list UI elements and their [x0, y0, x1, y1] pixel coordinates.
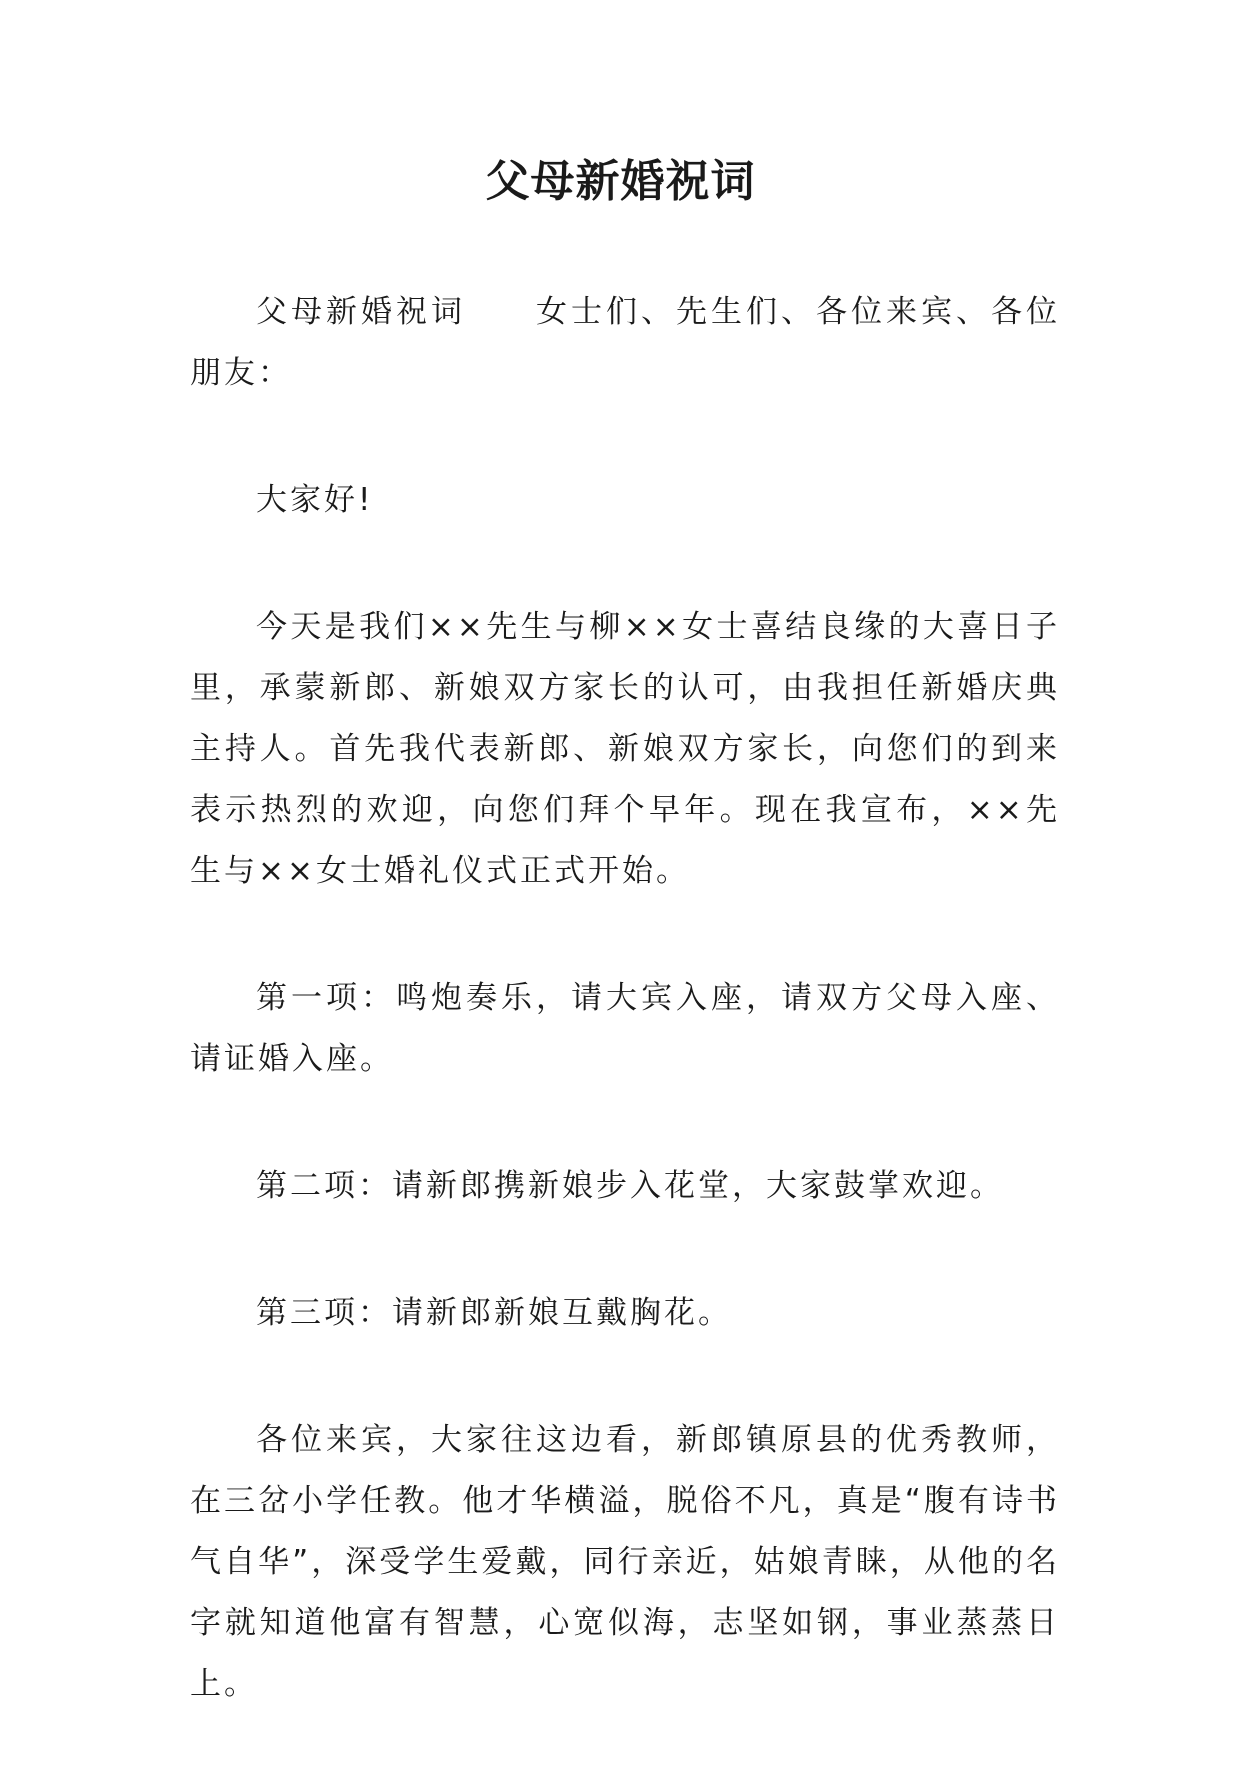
paragraph-introduction: 今天是我们××先生与柳××女士喜结良缘的大喜日子里，承蒙新郎、新娘双方家长的认可，由我担任新婚庆典主持人。首先我代表新郎、新娘双方家长，向您们的到来表示热烈的欢迎，向您们拜个早年。现在我宣布，××先生与××女士婚礼仪式正式开始。 [190, 609, 1060, 889]
document-body [190, 282, 1060, 1781]
paragraph-item-three: 第三项：请新郎新娘互戴胸花。 [256, 1295, 732, 1331]
paragraph-item-two: 第二项：请新郎携新娘步入花堂，大家鼓掌欢迎。 [256, 1168, 1004, 1204]
document-title: 父母新婚祝词 [485, 156, 756, 207]
paragraph-opening: 父母新婚祝词 女士们、先生们、各位来宾、各位朋友： [190, 294, 1060, 391]
paragraph-item-one: 第一项：鸣炮奏乐，请大宾入座，请双方父母入座、请证婚入座。 [190, 980, 1060, 1077]
paragraph-groom-intro: 各位来宾，大家往这边看，新郎镇原县的优秀教师，在三岔小学任教。他才华横溢，脱俗不凡，真是“腹有诗书气自华”，深受学生爱戴，同行亲近，姑娘青睐，从他的名字就知道他富有智慧，心宽似海，志坚如钢，事业蒸蒸日上。 [190, 1422, 1060, 1702]
paragraph-greeting: 大家好! [256, 482, 374, 518]
